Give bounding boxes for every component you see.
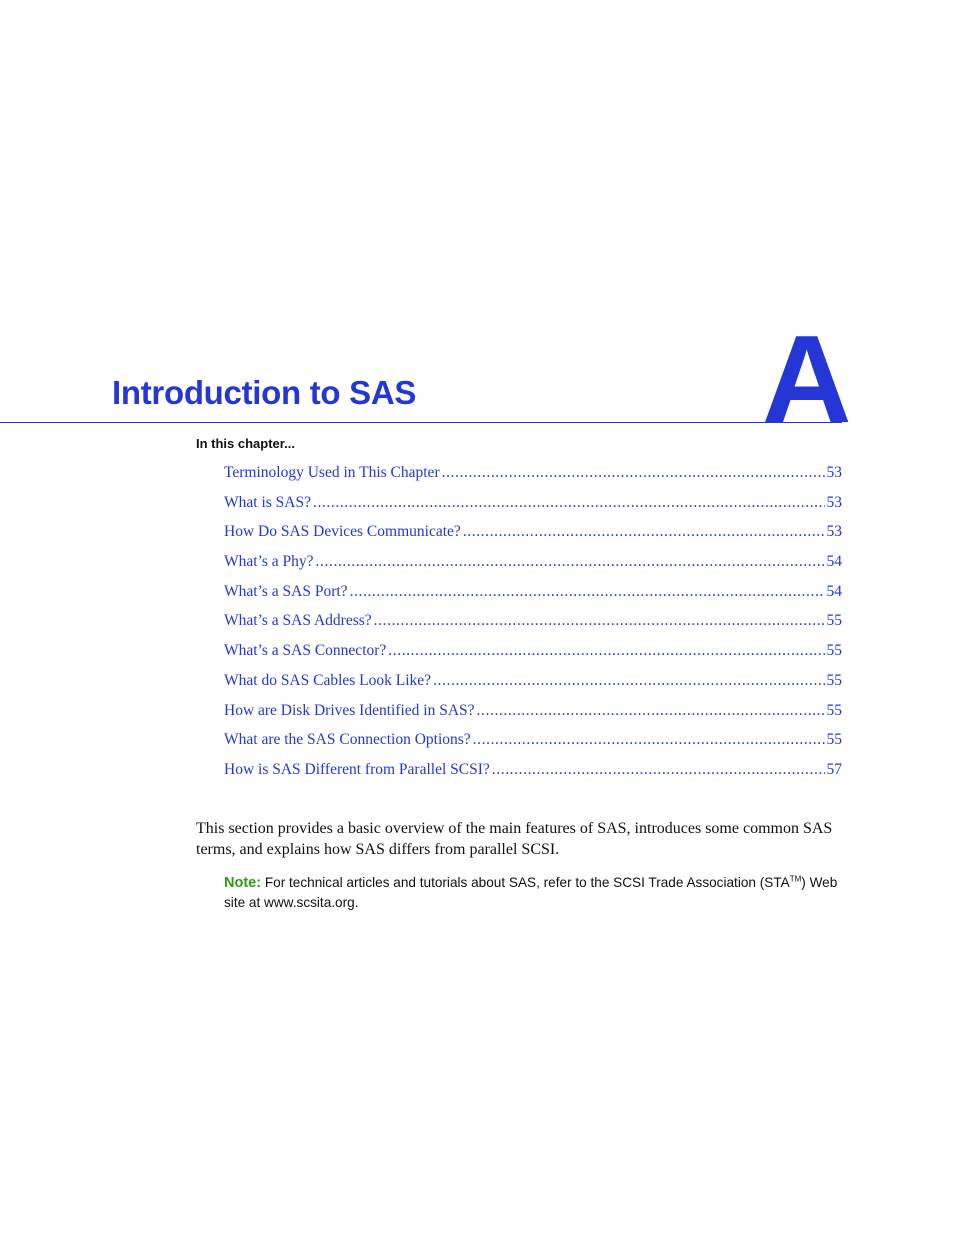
toc-entry-page[interactable]: 55 — [826, 642, 842, 660]
chapter-letter: A — [762, 311, 850, 449]
toc-dot-leader — [442, 458, 825, 488]
toc-dot-leader — [463, 517, 825, 547]
toc-entry-page[interactable]: 54 — [826, 553, 842, 571]
toc-entry-label[interactable]: How is SAS Different from Parallel SCSI? — [224, 760, 490, 778]
toc-entry[interactable] — [224, 517, 842, 547]
toc-entry[interactable] — [224, 577, 842, 607]
toc-entry-label[interactable]: What is SAS? — [224, 493, 311, 511]
toc-entry[interactable] — [224, 488, 842, 518]
chapter-title: Introduction to SAS — [112, 374, 417, 411]
toc-dot-leader — [388, 636, 824, 666]
toc-entry-page[interactable]: 55 — [826, 701, 842, 719]
note-callout — [224, 873, 842, 912]
toc-entry-label[interactable]: How are Disk Drives Identified in SAS? — [224, 701, 475, 719]
toc-entry-page[interactable]: 53 — [826, 493, 842, 511]
toc-dot-leader — [316, 547, 825, 577]
toc-entry-page[interactable]: 57 — [826, 760, 842, 778]
toc-dot-leader — [473, 725, 825, 755]
chapter-table-of-contents — [224, 458, 842, 785]
toc-entry[interactable] — [224, 547, 842, 577]
toc-dot-leader — [477, 696, 825, 726]
toc-entry-label[interactable]: Terminology Used in This Chapter — [224, 464, 440, 481]
toc-dot-leader — [374, 606, 825, 636]
note-text: For technical articles and tutorials about SAS, refer to the SCSI Trade Association (STA — [261, 875, 790, 890]
toc-dot-leader — [313, 488, 825, 518]
toc-entry-page[interactable]: 55 — [826, 612, 842, 630]
toc-dot-leader — [492, 755, 825, 785]
toc-entry[interactable] — [224, 606, 842, 636]
toc-entry-label[interactable]: What’s a SAS Address? — [224, 612, 372, 630]
in-this-chapter-heading: In this chapter... — [196, 436, 295, 451]
toc-entry-page[interactable]: 53 — [826, 523, 842, 541]
trademark-superscript: TM — [789, 874, 802, 884]
toc-entry-page[interactable]: 54 — [826, 582, 842, 600]
toc-dot-leader — [350, 577, 825, 607]
toc-entry-label[interactable]: What’s a SAS Connector? — [224, 642, 387, 660]
toc-entry-label[interactable]: What’s a SAS Port? — [224, 582, 348, 600]
toc-entry-page[interactable]: 55 — [826, 671, 842, 689]
toc-entry-label[interactable]: What are the SAS Connection Options? — [224, 731, 471, 749]
intro-paragraph: This section provides a basic overview of the main features of SAS, introduces some common SAS terms, and explains how SAS differs from parallel SCSI. — [196, 820, 833, 858]
toc-entry-label[interactable]: What do SAS Cables Look Like? — [224, 671, 432, 689]
toc-entry-page[interactable]: 55 — [826, 731, 842, 749]
toc-entry[interactable] — [224, 755, 842, 785]
toc-entry-label[interactable]: What’s a Phy? — [224, 553, 314, 571]
toc-entry[interactable] — [224, 696, 842, 726]
toc-entry-label[interactable]: How Do SAS Devices Communicate? — [224, 523, 461, 541]
toc-entry[interactable] — [224, 636, 842, 666]
note-text-end: ) Web site at www.scsita.org. — [224, 875, 838, 910]
toc-entry[interactable] — [224, 666, 842, 696]
title-divider — [0, 422, 842, 423]
toc-entry[interactable] — [224, 458, 842, 488]
toc-entry[interactable] — [224, 725, 842, 755]
toc-entry-page[interactable]: 53 — [826, 464, 842, 481]
toc-dot-leader — [433, 666, 824, 696]
note-label: Note: — [224, 875, 262, 891]
